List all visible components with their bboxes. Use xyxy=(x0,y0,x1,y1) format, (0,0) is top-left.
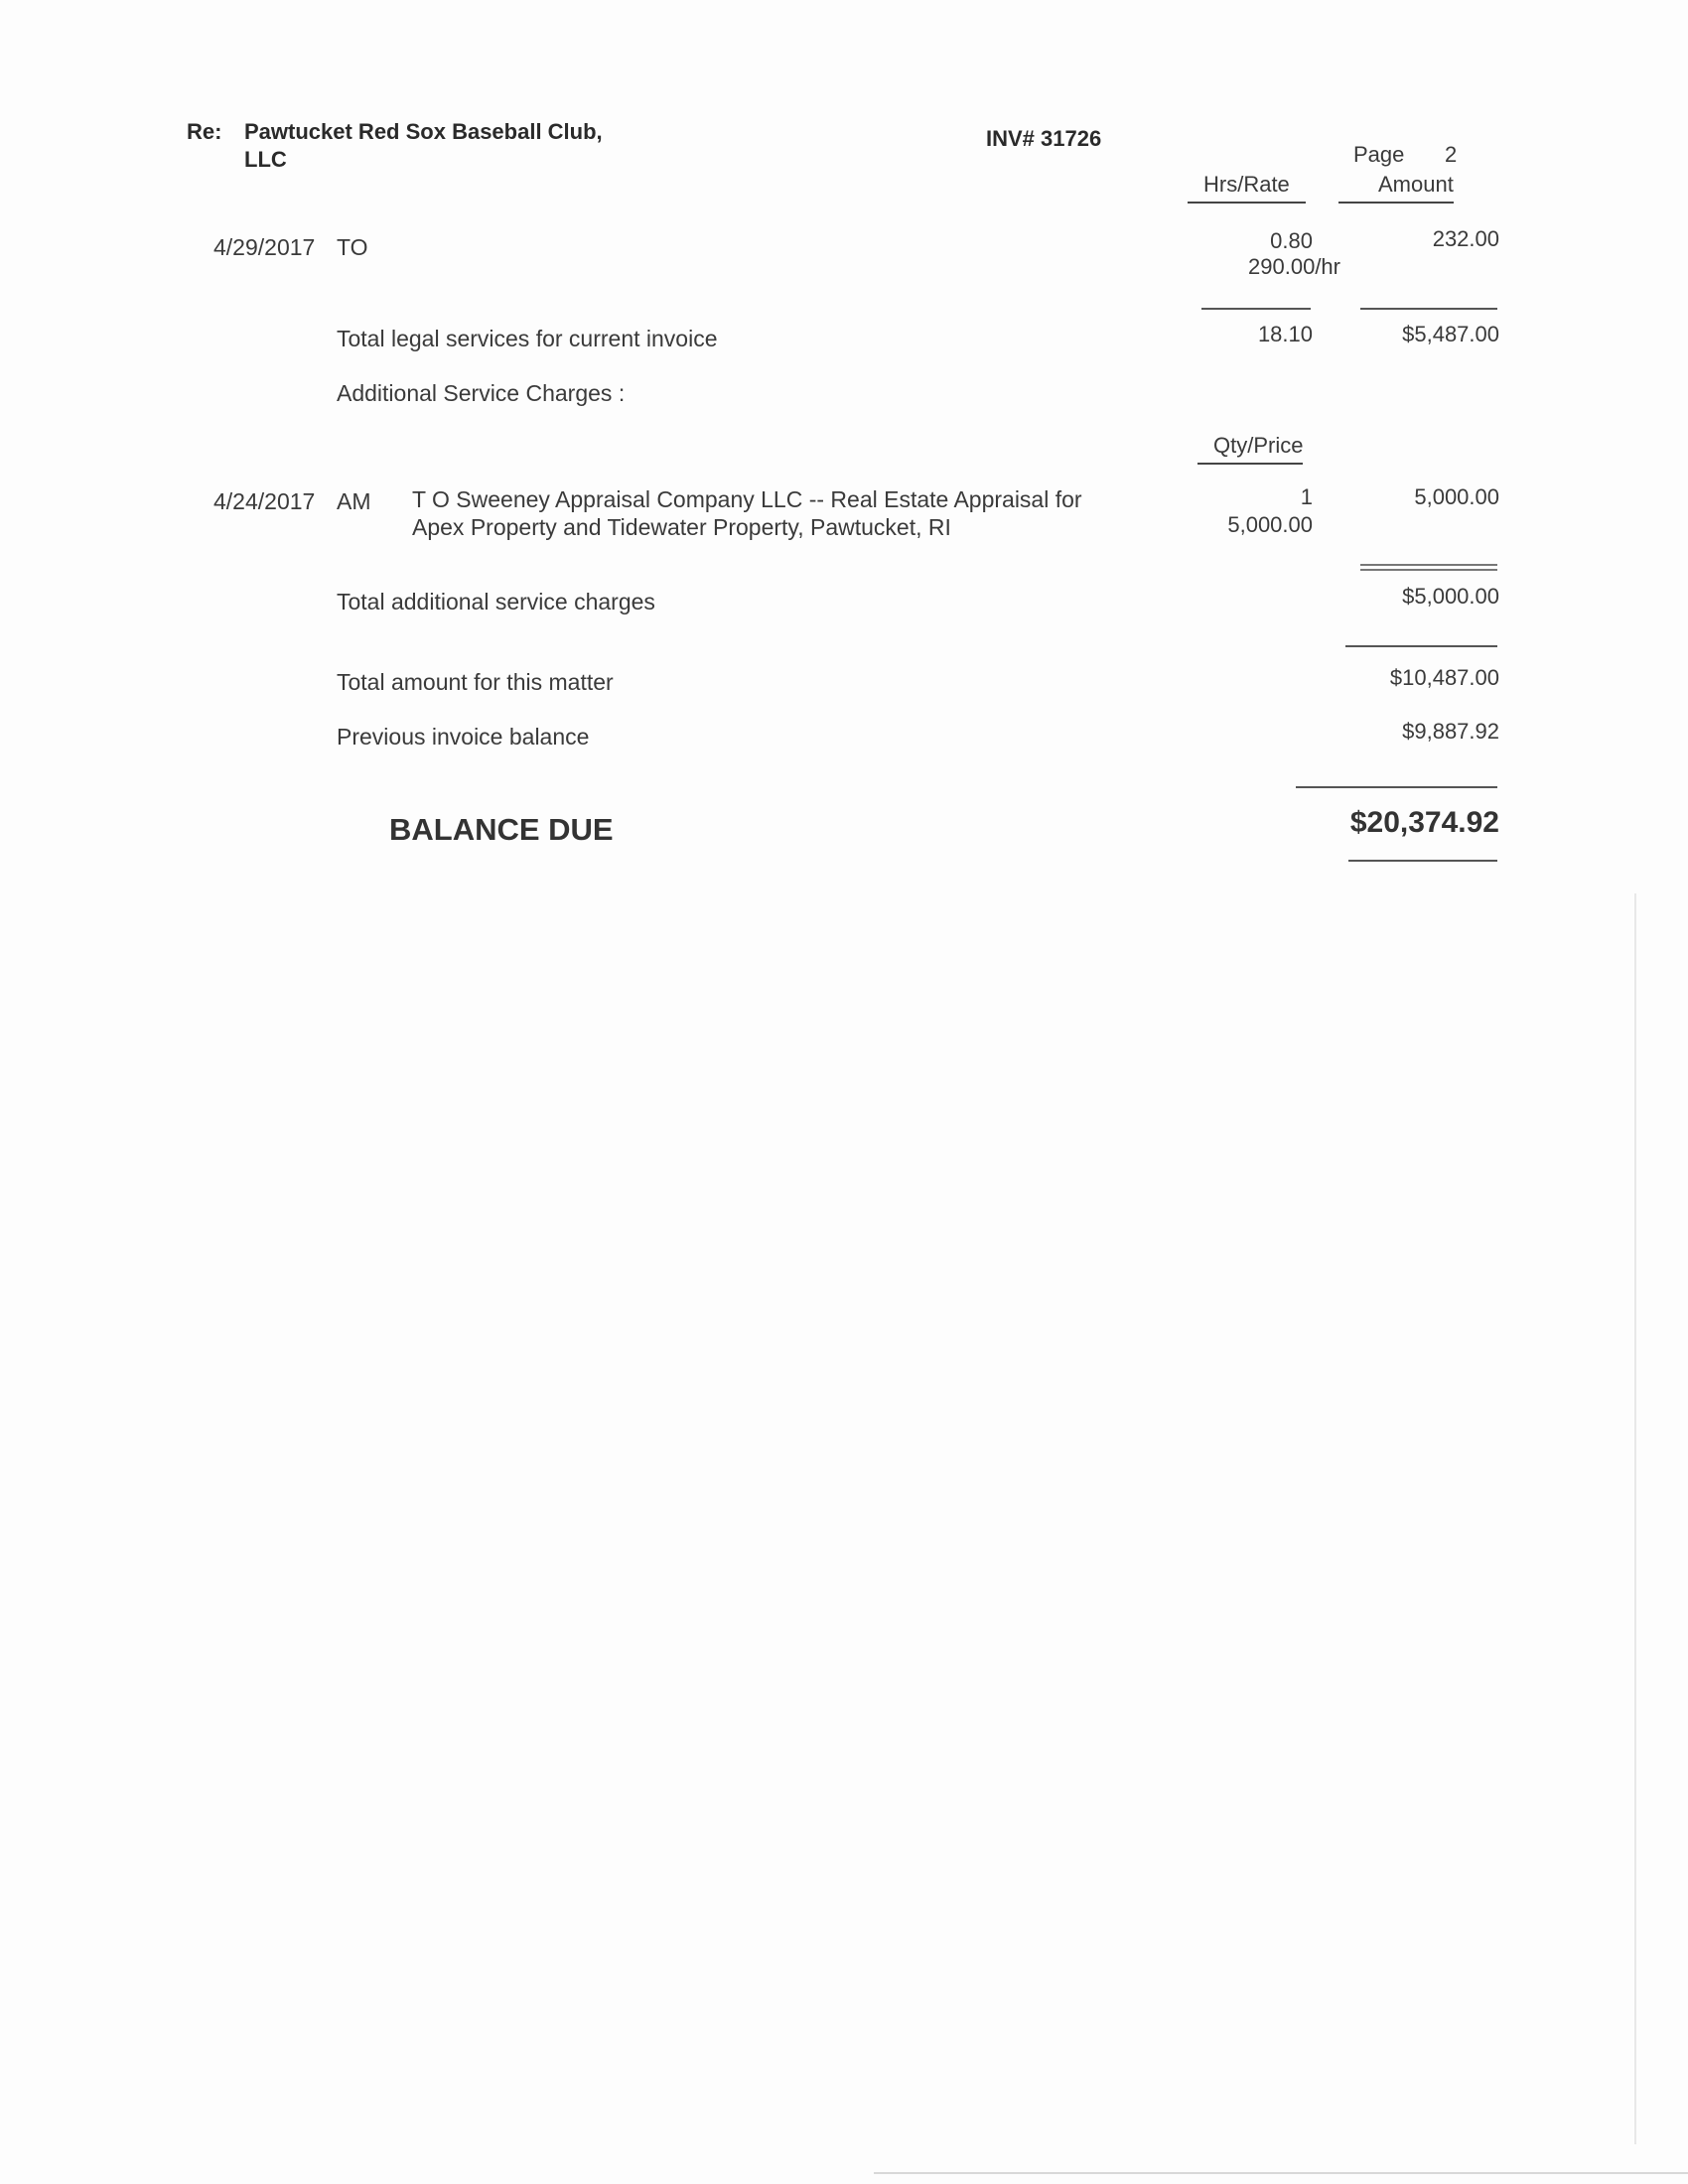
legal-services-total-hours: 18.10 xyxy=(1257,322,1313,346)
legal-services-total-label: Total legal services for current invoice xyxy=(337,326,718,351)
hours-subtotal-rule xyxy=(1201,308,1311,310)
time-entry-date: 4/29/2017 xyxy=(213,234,316,260)
column-header-qty-price: Qty/Price xyxy=(1197,433,1303,465)
client-name-line1: Pawtucket Red Sox Baseball Club, xyxy=(244,119,603,144)
charge-entry-price: 5,000.00 xyxy=(1227,512,1313,537)
charge-entry-description-line2: Apex Property and Tidewater Property, Pawtucket, RI xyxy=(412,514,951,540)
additional-charges-total-label: Total additional service charges xyxy=(337,589,655,614)
charge-entry-initials: AM xyxy=(337,488,371,514)
additional-subtotal-rule xyxy=(1360,564,1497,571)
scan-edge-right xyxy=(1634,893,1636,2144)
matter-total-label: Total amount for this matter xyxy=(337,669,614,695)
charge-entry-description-line1: T O Sweeney Appraisal Company LLC -- Real Estate Appraisal for xyxy=(412,486,1082,512)
previous-balance-amount: $9,887.92 xyxy=(1402,719,1499,744)
balance-due-rule xyxy=(1296,786,1497,788)
charge-entry-date: 4/24/2017 xyxy=(213,488,316,514)
balance-due-underline xyxy=(1348,860,1497,862)
legal-services-total-amount: $5,487.00 xyxy=(1402,322,1499,346)
charge-entry-amount: 5,000.00 xyxy=(1414,484,1499,509)
column-header-amount: Amount xyxy=(1338,172,1454,204)
invoice-number: INV# 31726 xyxy=(986,126,1102,151)
time-entry-hours: 0.80 xyxy=(1270,228,1313,253)
re-label: Re: xyxy=(187,119,222,144)
balance-due-amount: $20,374.92 xyxy=(1349,806,1499,839)
time-entry-amount: 232.00 xyxy=(1432,226,1499,251)
column-header-hrs-rate: Hrs/Rate xyxy=(1188,172,1306,204)
time-entry-rate: 290.00/hr xyxy=(1248,254,1340,279)
page-number: 2 xyxy=(1445,142,1458,167)
client-name-line2: LLC xyxy=(244,147,287,172)
matter-total-rule xyxy=(1345,645,1497,647)
charge-entry-qty: 1 xyxy=(1300,484,1313,509)
additional-charges-total-amount: $5,000.00 xyxy=(1402,584,1499,609)
balance-due-label: BALANCE DUE xyxy=(389,812,614,847)
amount-subtotal-rule xyxy=(1360,308,1497,310)
matter-total-amount: $10,487.00 xyxy=(1389,665,1499,690)
additional-charges-heading: Additional Service Charges : xyxy=(337,380,626,406)
scan-edge-bottom xyxy=(874,2172,1688,2174)
page-label: Page xyxy=(1353,142,1405,167)
time-entry-initials: TO xyxy=(337,234,368,260)
previous-balance-label: Previous invoice balance xyxy=(337,724,590,750)
